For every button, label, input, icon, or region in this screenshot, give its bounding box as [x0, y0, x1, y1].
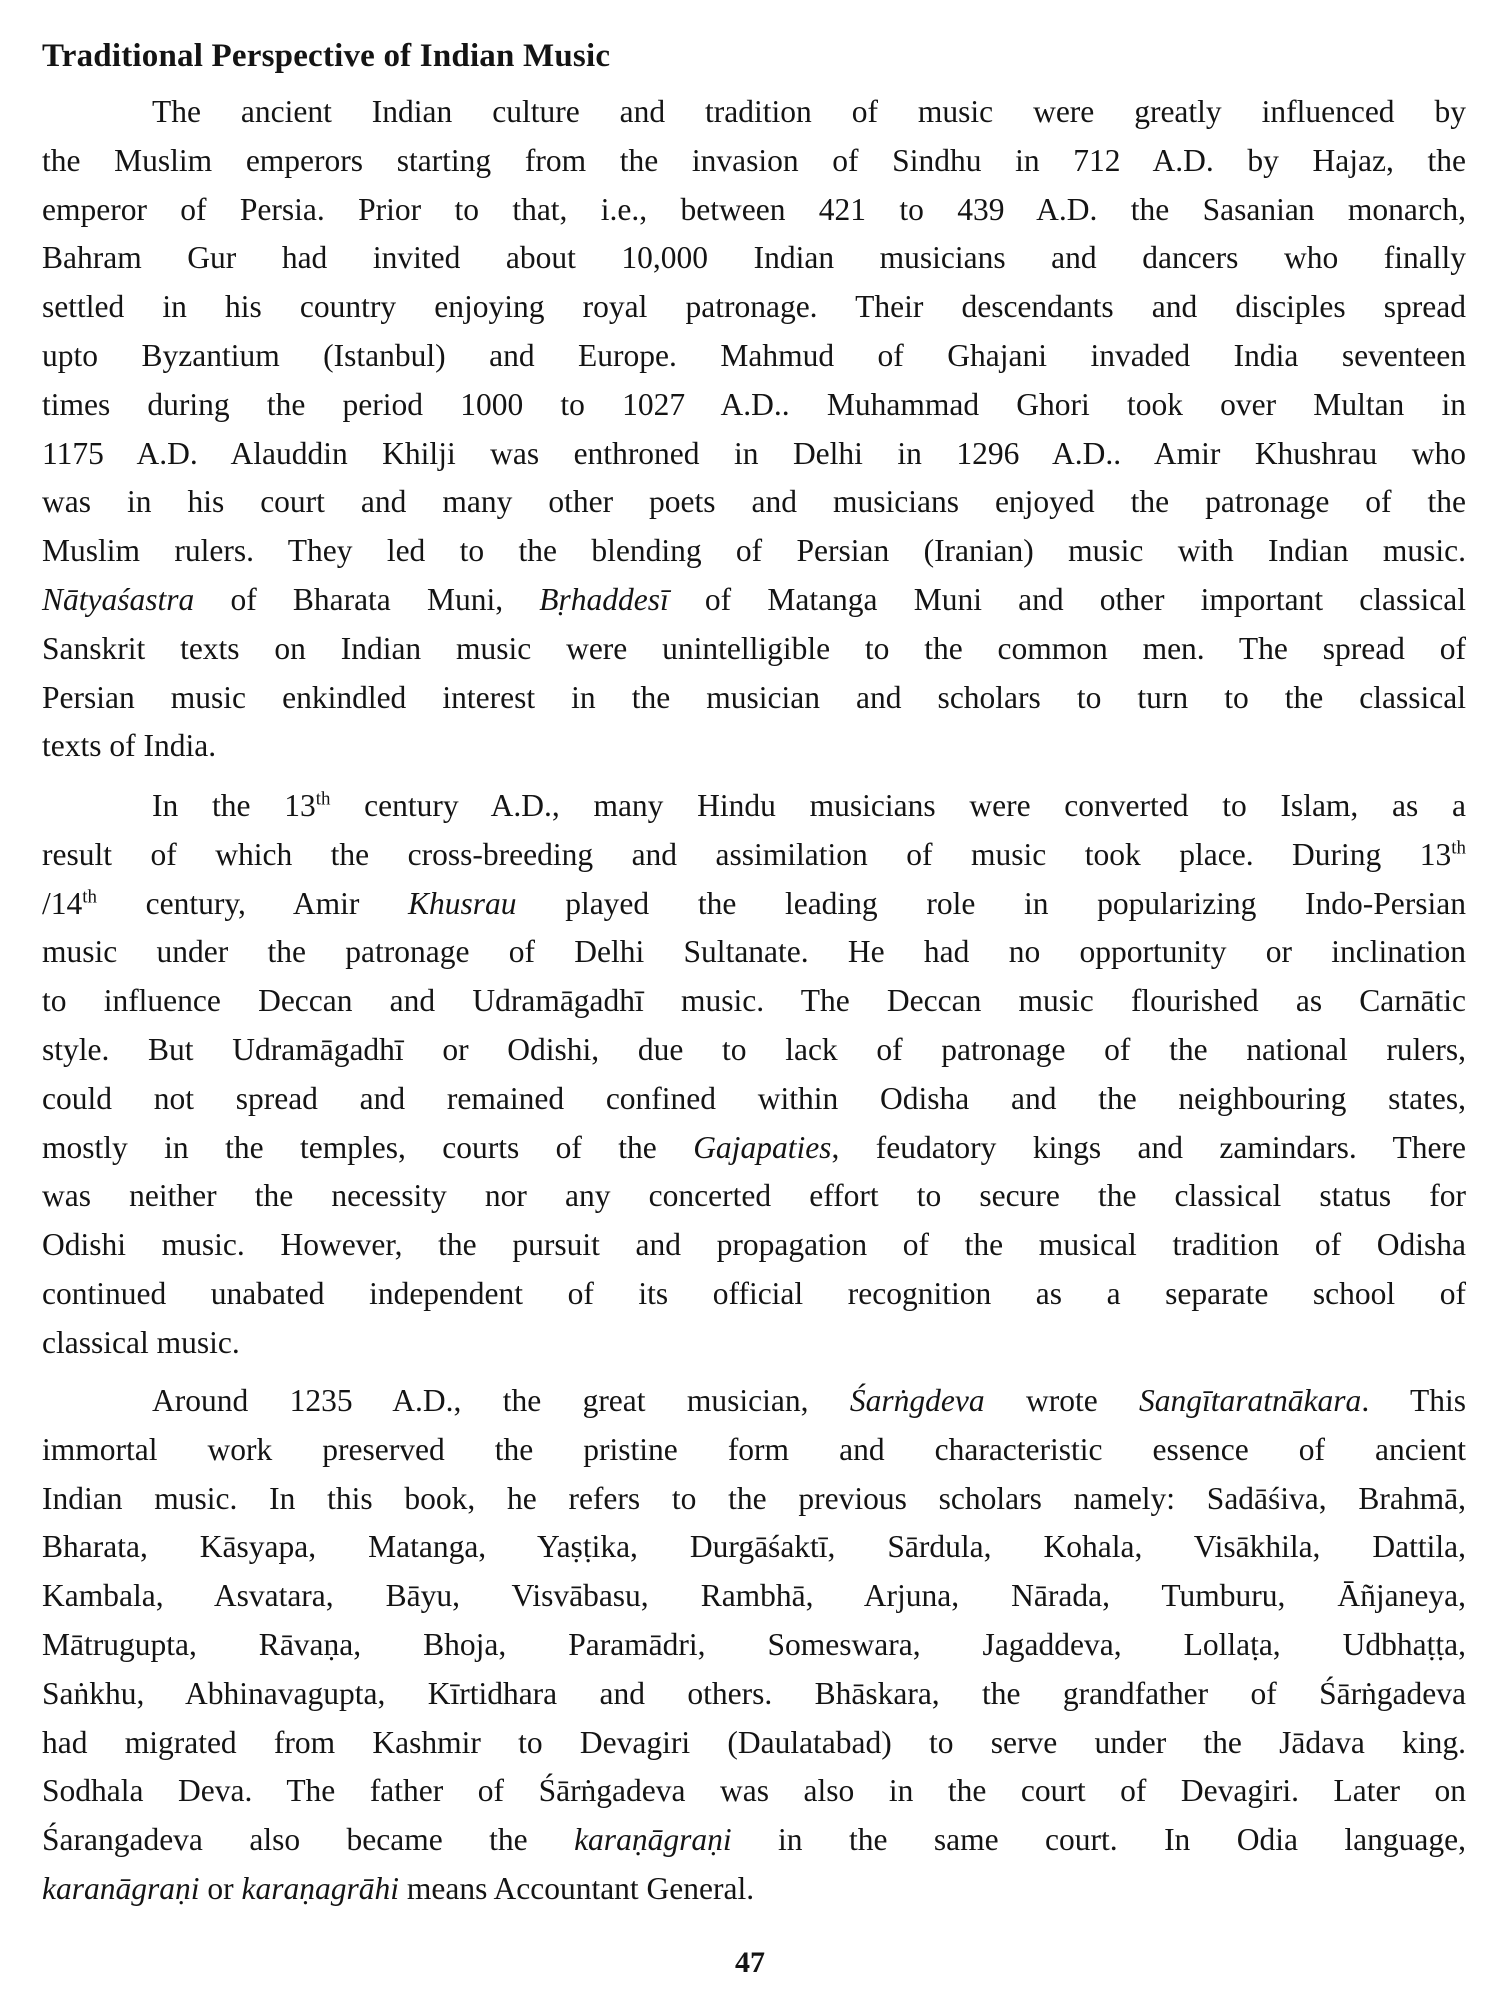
italic-term: karanāgraṇi: [42, 1870, 200, 1906]
paragraph-2: [42, 782, 1466, 1368]
text-run: or: [199, 1870, 242, 1906]
text-line: Bharata, Kāsyapa, Matanga, Yaṣṭika, Durgāśaktī, Sārdula, Kohala, Visākhila, Dattila,: [42, 1529, 1466, 1565]
italic-term: karaṇāgraṇi: [574, 1822, 732, 1858]
italic-term: Gajapaties: [693, 1129, 832, 1165]
text-line: to influence Deccan and Udramāgadhī music. The Deccan music flourished as Carnātic: [42, 983, 1466, 1019]
text-line: could not spread and remained confined within Odisha and the neighbouring states,: [42, 1080, 1466, 1116]
text-line: emperor of Persia. Prior to that, i.e., between 421 to 439 A.D. the Sasanian monarch,: [42, 191, 1466, 227]
text-run: In the 13: [152, 788, 316, 823]
text-line: 1175 A.D. Alauddin Khilji was enthroned in Delhi in 1296 A.D.. Amir Khushrau who: [42, 435, 1466, 471]
text-line: [42, 1377, 1466, 1426]
text-line: [42, 1865, 1466, 1914]
text-line: Persian music enkindled interest in the musician and scholars to turn to the classical: [42, 679, 1466, 715]
text-run: wrote: [984, 1383, 1140, 1418]
italic-term: Śarṅgdeva: [849, 1383, 985, 1418]
text-line: times during the period 1000 to 1027 A.D.. Muhammad Ghori took over Multan in: [42, 386, 1466, 422]
italic-term: Sangītaratnākara: [1139, 1383, 1362, 1418]
text-line: texts of India.: [42, 728, 217, 764]
text-line: continued unabated independent of its official recognition as a separate school of: [42, 1275, 1466, 1311]
text-line: [42, 1124, 1466, 1173]
text-run: mostly in the temples, courts of the: [42, 1129, 694, 1165]
italic-term: Khusrau: [408, 885, 517, 921]
text-line: was in his court and many other poets and musicians enjoyed the patronage of the: [42, 484, 1466, 520]
text-line: [42, 576, 1466, 625]
text-line: Sanskrit texts on Indian music were unintelligible to the common men. The spread of: [42, 630, 1466, 666]
section-heading: Traditional Perspective of Indian Music: [42, 38, 611, 74]
text-line: had migrated from Kashmir to Devagiri (Daulatabad) to serve under the Jādava king.: [42, 1724, 1466, 1760]
text-run: means Accountant General.: [399, 1870, 755, 1906]
italic-term: Bṛhaddesī: [539, 581, 669, 617]
text-run: , feudatory kings and zamindars. There: [831, 1129, 1466, 1165]
text-line: Odishi music. However, the pursuit and propagation of the musical tradition of Odisha: [42, 1227, 1466, 1263]
text-run: Around 1235 A.D., the great musician,: [152, 1383, 850, 1418]
text-line: Kambala, Asvatara, Bāyu, Visvābasu, Rambhā, Arjuna, Nārada, Tumburu, Āñjaneya,: [42, 1578, 1466, 1614]
text-line: Muslim rulers. They led to the blending of Persian (Iranian) music with Indian music.: [42, 533, 1466, 569]
superscript: th: [82, 886, 97, 908]
text-line: Saṅkhu, Abhinavagupta, Kīrtidhara and others. Bhāskara, the grandfather of Śārṅgadeva: [42, 1675, 1466, 1711]
paragraph-1: [42, 88, 1466, 771]
text-run: century A.D., many Hindu musicians were converted to Islam, as a: [330, 788, 1466, 823]
text-line: was neither the necessity nor any concerted effort to secure the classical status for: [42, 1178, 1466, 1214]
text-run: played the leading role in popularizing Indo-Persian: [516, 885, 1466, 921]
text-run: of Matanga Muni and other important classical: [668, 581, 1466, 617]
text-line: The ancient Indian culture and tradition of music were greatly influenced by: [152, 94, 1466, 129]
italic-term: karaṇagrāhi: [241, 1870, 399, 1906]
text-line: style. But Udramāgadhī or Odishi, due to lack of patronage of the national rulers,: [42, 1031, 1466, 1067]
page-number: 47: [735, 1946, 765, 1979]
text-run: in the same court. In Odia language,: [731, 1822, 1466, 1858]
text-line: Indian music. In this book, he refers to the previous scholars namely: Sadāśiva, Brahmā,: [42, 1480, 1466, 1516]
text-line: upto Byzantium (Istanbul) and Europe. Mahmud of Ghajani invaded India seventeen: [42, 337, 1466, 373]
superscript: th: [315, 788, 331, 810]
text-line: [42, 831, 1466, 880]
text-run: result of which the cross-breeding and assimilation of music took place. During 13: [42, 836, 1452, 872]
text-line: [42, 880, 1466, 929]
text-run: century, Amir: [96, 885, 408, 921]
paragraph-3: [42, 1377, 1466, 1914]
text-line: settled in his country enjoying royal patronage. Their descendants and disciples spread: [42, 289, 1466, 325]
text-line: Bahram Gur had invited about 10,000 Indian musicians and dancers who finally: [42, 240, 1466, 276]
text-run: /14: [42, 885, 83, 921]
text-line: Mātrugupta, Rāvaṇa, Bhoja, Paramādri, Someswara, Jagaddeva, Lollaṭa, Udbhaṭṭa,: [42, 1626, 1466, 1662]
text-run: of Bharata Muni,: [194, 581, 540, 617]
superscript: th: [1451, 837, 1466, 859]
italic-term: Nātyaśastra: [42, 581, 195, 617]
text-line: [42, 1816, 1466, 1865]
text-line: Sodhala Deva. The father of Śārṅgadeva was also in the court of Devagiri. Later on: [42, 1773, 1466, 1809]
text-line: immortal work preserved the pristine form and characteristic essence of ancient: [42, 1431, 1466, 1467]
text-run: . This: [1361, 1383, 1466, 1418]
text-line: [42, 782, 1466, 831]
text-line: music under the patronage of Delhi Sultanate. He had no opportunity or inclination: [42, 934, 1466, 970]
text-line: the Muslim emperors starting from the invasion of Sindhu in 712 A.D. by Hajaz, the: [42, 142, 1466, 178]
text-line: classical music.: [42, 1324, 240, 1360]
text-run: Śarangadeva also became the: [42, 1822, 575, 1858]
